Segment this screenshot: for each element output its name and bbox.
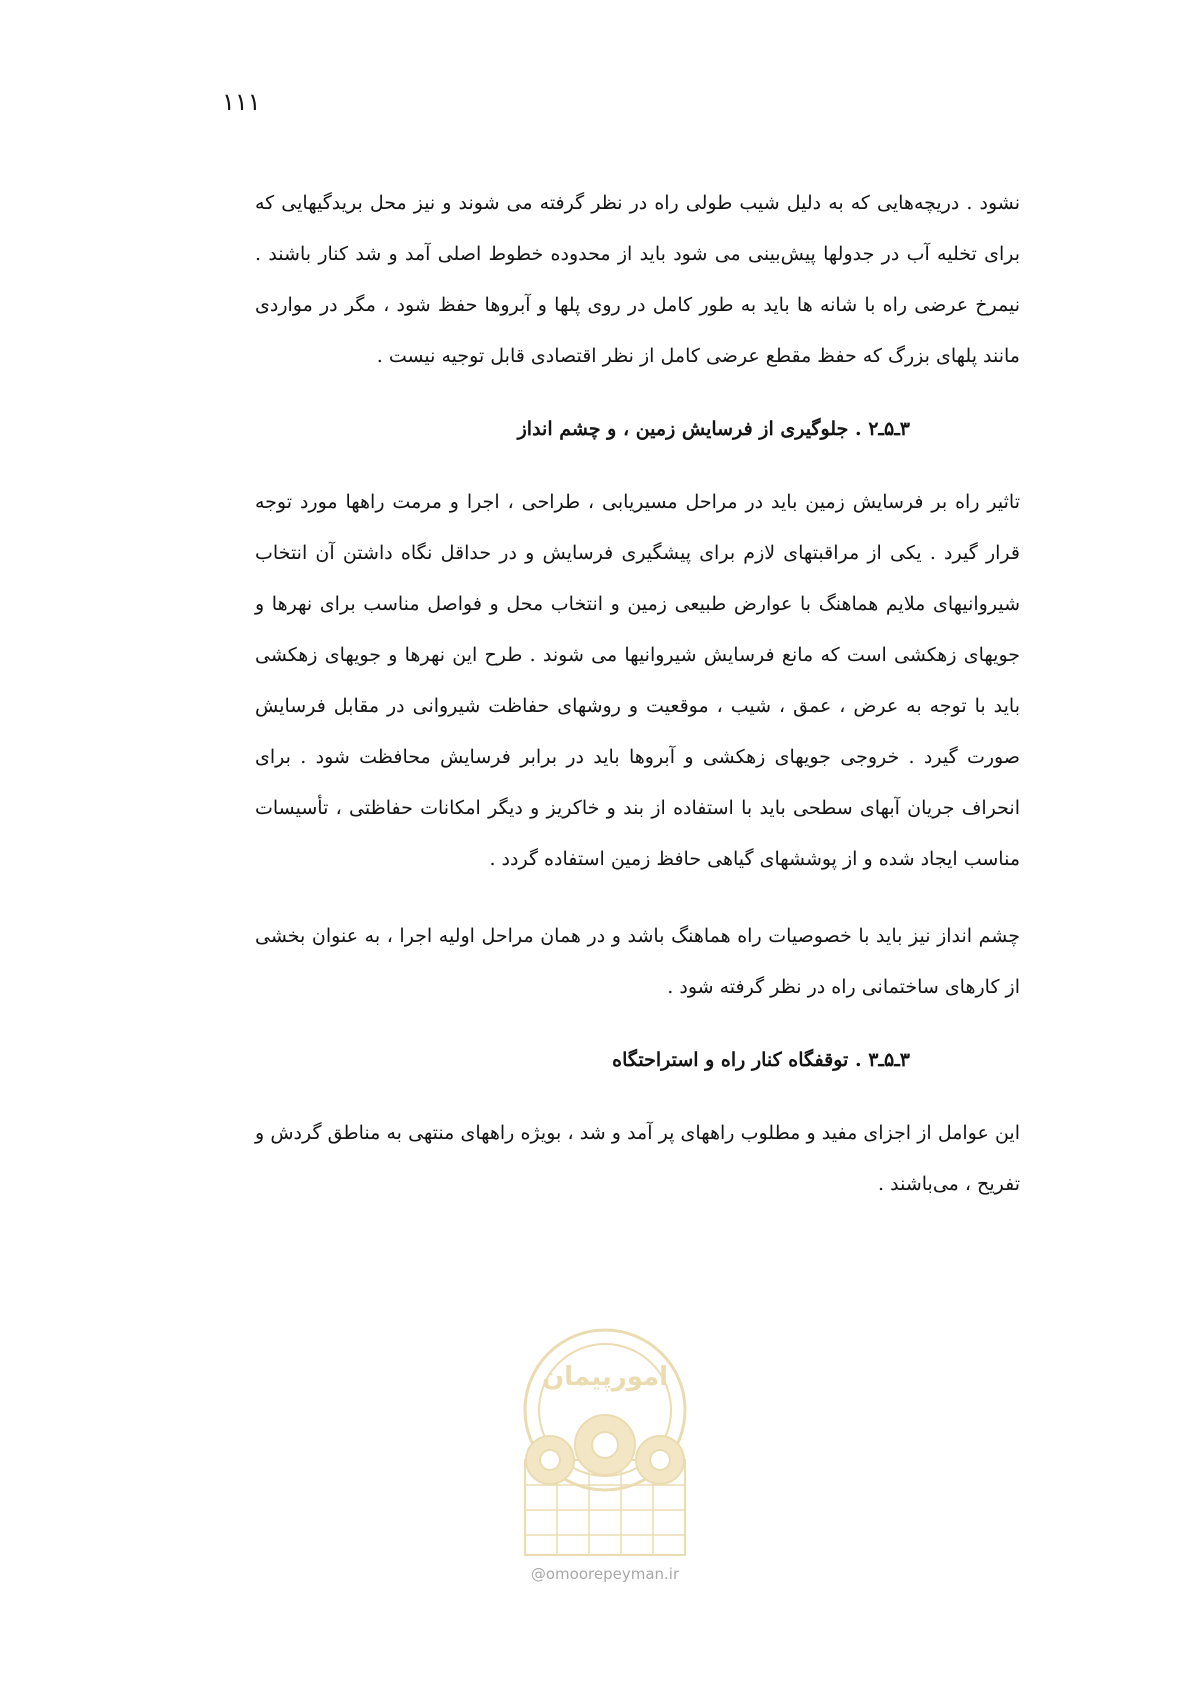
page-body bbox=[255, 178, 1020, 1210]
intro-paragraph: نشود . دریچه‌هایی که به دلیل شیب طولی راه در نظر گرفته می شوند و نیز محل بریدگیهایی که برای تخلیه آب در جدولها پیش‌بینی می شود باید از محدوده خطوط اصلی آمد و شد کنار باشند . نیمرخ عرضی راه با شانه ها باید به طور کامل در روی پلها و آبروها حفظ شود ، مگر در مواردی مانند پلهای بزرگ که حفظ مقطع عرضی کامل از نظر اقتصادی قابل توجیه نیست . bbox=[255, 192, 1020, 367]
section-heading-erosion: ۳ـ۵ـ۲ . جلوگیری از فرسایش زمین ، و چشم انداز bbox=[517, 418, 910, 440]
watermark-seal-text: امورپیمان bbox=[541, 1362, 669, 1392]
watermark-caption: @omoorepeyman.ir bbox=[530, 1565, 680, 1583]
rest-area-paragraph: این عوامل از اجزای مفید و مطلوب راههای پر آمد و شد ، بویژه راههای منتهی به مناطق گردش و تفریح ، می‌باشند . bbox=[255, 1122, 1020, 1195]
page-number: ۱۱۱ bbox=[222, 88, 261, 116]
erosion-paragraph: تاثیر راه بر فرسایش زمین باید در مراحل مسیریابی ، طراحی ، اجرا و مرمت راهها مورد توجه قرار گیرد . یکی از مراقبتهای لازم برای پیشگیری فرسایش و در حداقل نگاه داشتن آن انتخاب شیروانیهای ملایم هماهنگ با عوارض طبیعی زمین و انتخاب محل و فواصل مناسب برای نهرها و جویهای زهکشی است که مانع فرسایش شیروانیها می شوند . طرح این نهرها و جویهای زهکشی باید با توجه به عرض ، عمق ، شیب ، موقعیت و روشهای حفاظت شیروانی در مقابل فرسایش صورت گیرد . خروجی جویهای زهکشی و آبروها باید در برابر فرسایش محافظت شود . برای انحراف جریان آبهای سطحی باید با استفاده از بند و خاکریز و دیگر امکانات حفاظتی ، تأسیسات مناسب ایجاد شده و از پوششهای گیاهی حافظ زمین استفاده گردد . bbox=[255, 491, 1020, 870]
landscape-paragraph: چشم انداز نیز باید با خصوصیات راه هماهنگ باشد و در همان مراحل اولیه اجرا ، به عنوان بخشی از کارهای ساختمانی راه در نظر گرفته شود . bbox=[255, 925, 1020, 998]
section-heading-rest-area: ۳ـ۵ـ۳ . توقفگاه کنار راه و استراحتگاه bbox=[612, 1049, 910, 1071]
